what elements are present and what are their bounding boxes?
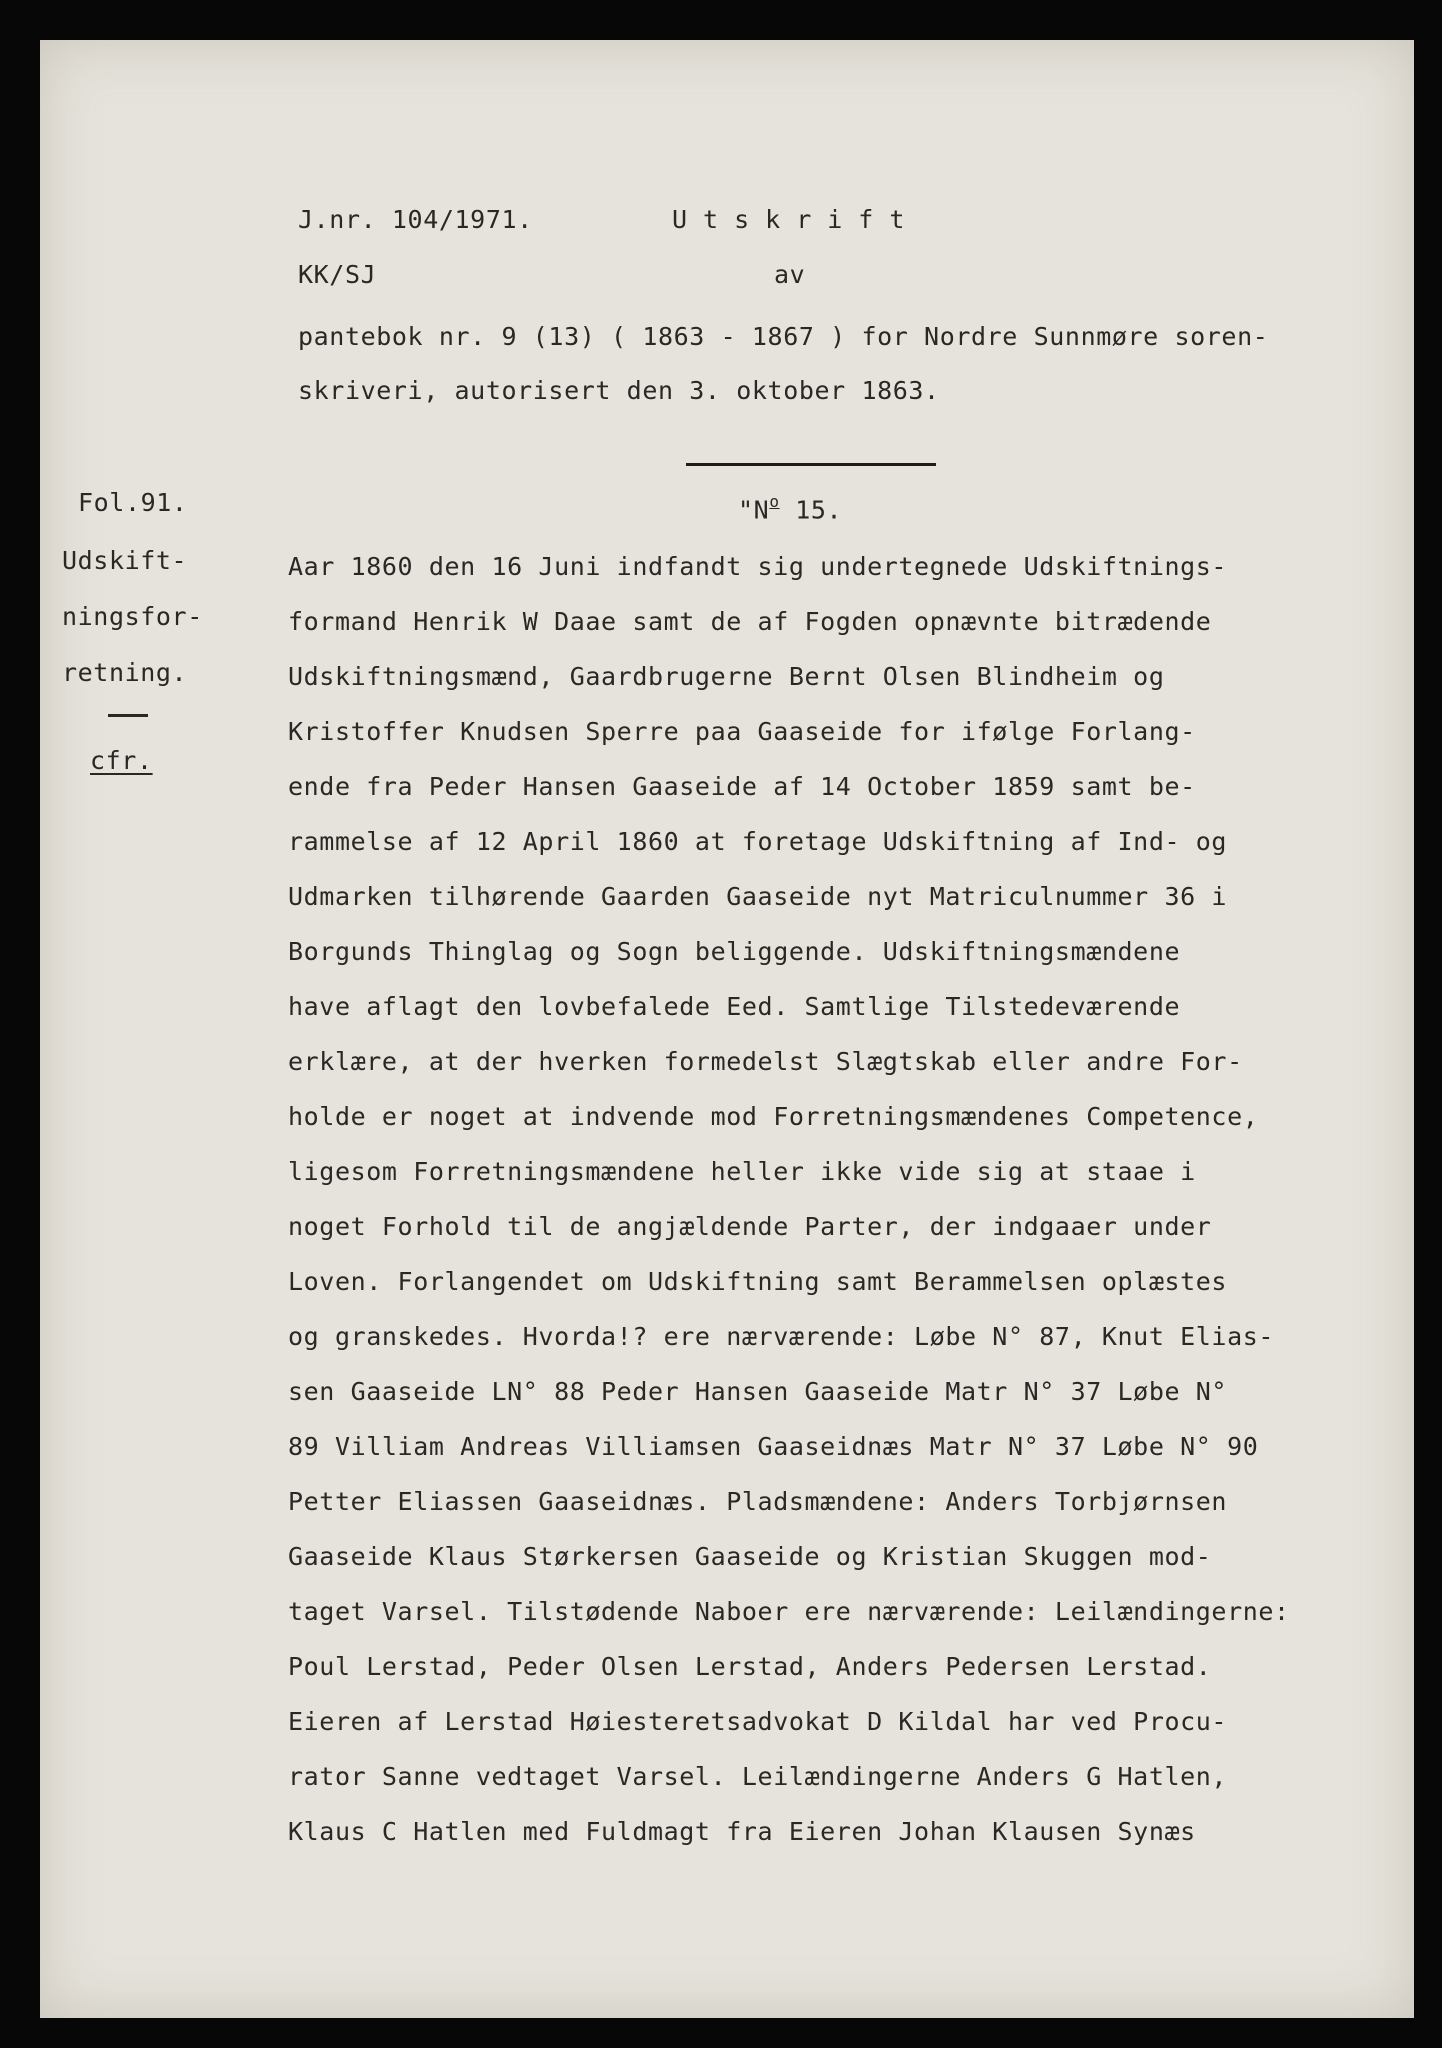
header-line-1: pantebok nr. 9 (13) ( 1863 - 1867 ) for Nordre Sunnmøre soren- [298, 322, 1269, 351]
margin-note-line-3: retning. [62, 658, 188, 687]
body-line: Aar 1860 den 16 Juni indfandt sig undertegnede Udskiftnings- [288, 552, 1228, 581]
body-line: Loven. Forlangendet om Udskiftning samt Berammelsen oplæstes [288, 1267, 1228, 1296]
body-line: Borgunds Thinglag og Sogn beliggende. Udskiftningsmændene [288, 937, 1181, 966]
body-line: og granskedes. Hvorda!? ere nærværende: Løbe N° 87, Knut Elias- [288, 1322, 1275, 1351]
body-line: have aflagt den lovbefalede Eed. Samtlige Tilstedeværende [288, 992, 1181, 1021]
body-line: rammelse af 12 April 1860 at foretage Udskiftning af Ind- og [288, 827, 1228, 856]
body-line: Gaaseide Klaus Størkersen Gaaseide og Kristian Skuggen mod- [288, 1542, 1212, 1571]
margin-note-line-2: ningsfor- [62, 602, 203, 631]
body-line: erklære, at der hverken formedelst Slægtskab eller andre For- [288, 1047, 1243, 1076]
margin-folio: Fol.91. [78, 488, 188, 517]
body-line: Kristoffer Knudsen Sperre paa Gaaseide for ifølge Forlang- [288, 717, 1196, 746]
body-line: ende fra Peder Hansen Gaaseide af 14 October 1859 samt be- [288, 772, 1196, 801]
title-av: av [774, 260, 806, 289]
margin-dash [108, 714, 148, 717]
body-line: Eieren af Lerstad Høiesteretsadvokat D Kildal har ved Procu- [288, 1707, 1228, 1736]
body-line: Udskiftningsmænd, Gaardbrugerne Bernt Olsen Blindheim og [288, 662, 1165, 691]
body-line: Poul Lerstad, Peder Olsen Lerstad, Anders Pedersen Lerstad. [288, 1652, 1212, 1681]
body-line: Klaus C Hatlen med Fuldmagt fra Eieren Johan Klausen Synæs [288, 1817, 1196, 1846]
body-line: Petter Eliassen Gaaseidnæs. Pladsmændene: Anders Torbjørnsen [288, 1487, 1228, 1516]
entry-number: "$N^o$ 15. [738, 492, 843, 525]
body-line: 89 Villiam Andreas Villiamsen Gaaseidnæs Matr N° 37 Løbe N° 90 [288, 1432, 1259, 1461]
initials: KK/SJ [298, 260, 377, 289]
body-line: rator Sanne vedtaget Varsel. Leilændingerne Anders G Hatlen, [288, 1762, 1228, 1791]
body-line: noget Forhold til de angjældende Parter, der indgaaer under [288, 1212, 1212, 1241]
margin-note-line-1: Udskift- [62, 546, 188, 575]
body-line: taget Varsel. Tilstødende Naboer ere nærværende: Leilændingerne: [288, 1597, 1290, 1626]
separator-rule [686, 463, 936, 466]
document-title: Utskrift [672, 205, 921, 234]
header-line-2: skriveri, autorisert den 3. oktober 1863. [298, 376, 940, 405]
body-line: sen Gaaseide LN° 88 Peder Hansen Gaaseide Matr N° 37 Løbe N° [288, 1377, 1228, 1406]
body-line: formand Henrik W Daae samt de af Fogden opnævnte bitrædende [288, 607, 1212, 636]
journal-number: J.nr. 104/1971. [298, 205, 533, 234]
body-line: Udmarken tilhørende Gaarden Gaaseide nyt Matriculnummer 36 i [288, 882, 1228, 911]
body-line: ligesom Forretningsmændene heller ikke vide sig at staae i [288, 1157, 1196, 1186]
margin-cfr: cfr. [90, 746, 153, 775]
body-line: holde er noget at indvende mod Forretningsmændenes Competence, [288, 1102, 1259, 1131]
